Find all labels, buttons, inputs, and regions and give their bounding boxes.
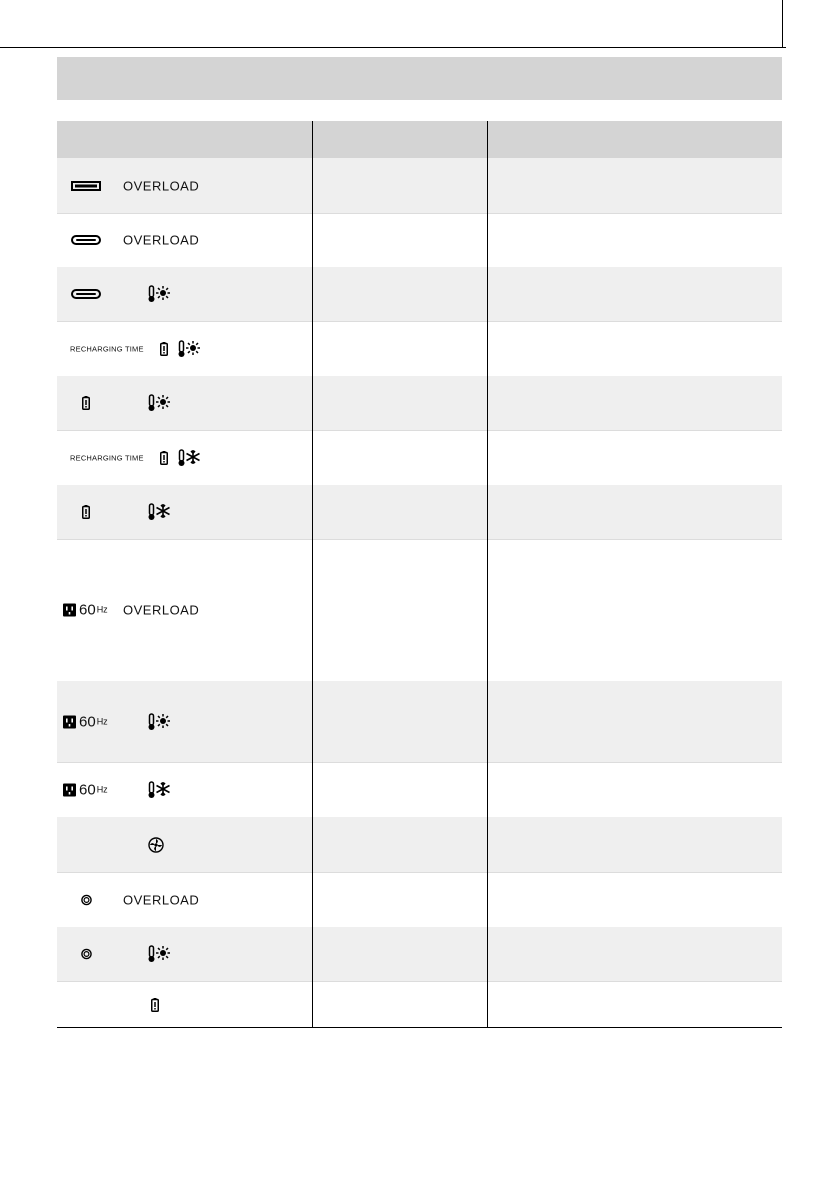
thermometer-sun-icon <box>177 340 201 358</box>
thermometer-sun-icon <box>147 713 171 731</box>
usb-c-port-icon <box>71 235 101 245</box>
recharging-time-label: RECHARGING TIME <box>70 344 144 353</box>
table-header <box>57 121 782 158</box>
header-bracket <box>782 0 783 48</box>
overload-label: OVERLOAD <box>123 178 200 193</box>
thermometer-snow-icon <box>177 449 201 467</box>
table-row <box>57 817 782 872</box>
overload-label: OVERLOAD <box>123 892 200 907</box>
section-title-bar <box>57 57 782 100</box>
recharging-time-label: RECHARGING TIME <box>70 453 144 462</box>
table-row <box>57 213 782 267</box>
usb-a-port-icon <box>71 181 101 191</box>
wireless-charger-icon <box>81 894 92 905</box>
battery-alert-icon <box>82 505 90 519</box>
thermometer-sun-icon <box>147 394 171 412</box>
table-row <box>57 267 782 321</box>
fan-icon <box>148 837 164 853</box>
frequency-label: 60 Hz <box>79 713 108 730</box>
battery-alert-icon <box>160 451 168 465</box>
error-indicator-table <box>57 121 782 1029</box>
table-row <box>57 321 782 376</box>
ac-outlet-icon <box>63 783 76 796</box>
ac-outlet-icon <box>63 715 76 728</box>
thermometer-sun-icon <box>147 285 171 303</box>
frequency-label: 60 Hz <box>79 781 108 798</box>
table-row <box>57 430 782 485</box>
table-row <box>57 539 782 681</box>
thermometer-snow-icon <box>147 503 171 521</box>
ac-outlet-icon <box>63 604 76 617</box>
table-row <box>57 927 782 981</box>
usb-c-port-icon <box>71 289 101 299</box>
table-row <box>57 981 782 1029</box>
overload-label: OVERLOAD <box>123 602 200 618</box>
frequency-label: 60 Hz <box>79 601 108 619</box>
battery-alert-icon <box>82 396 90 410</box>
table-bottom-rule <box>57 1027 782 1028</box>
thermometer-sun-icon <box>147 945 171 963</box>
table-row <box>57 158 782 213</box>
battery-alert-icon <box>151 998 159 1012</box>
wireless-charger-icon <box>81 949 92 960</box>
column-divider <box>312 121 313 1027</box>
column-divider <box>487 121 488 1027</box>
header-rule <box>0 47 786 48</box>
table-row <box>57 762 782 817</box>
table-row <box>57 681 782 762</box>
overload-label: OVERLOAD <box>123 232 200 248</box>
battery-alert-icon <box>160 342 168 356</box>
table-row <box>57 376 782 430</box>
table-row <box>57 485 782 539</box>
thermometer-snow-icon <box>147 781 171 799</box>
table-row <box>57 872 782 927</box>
